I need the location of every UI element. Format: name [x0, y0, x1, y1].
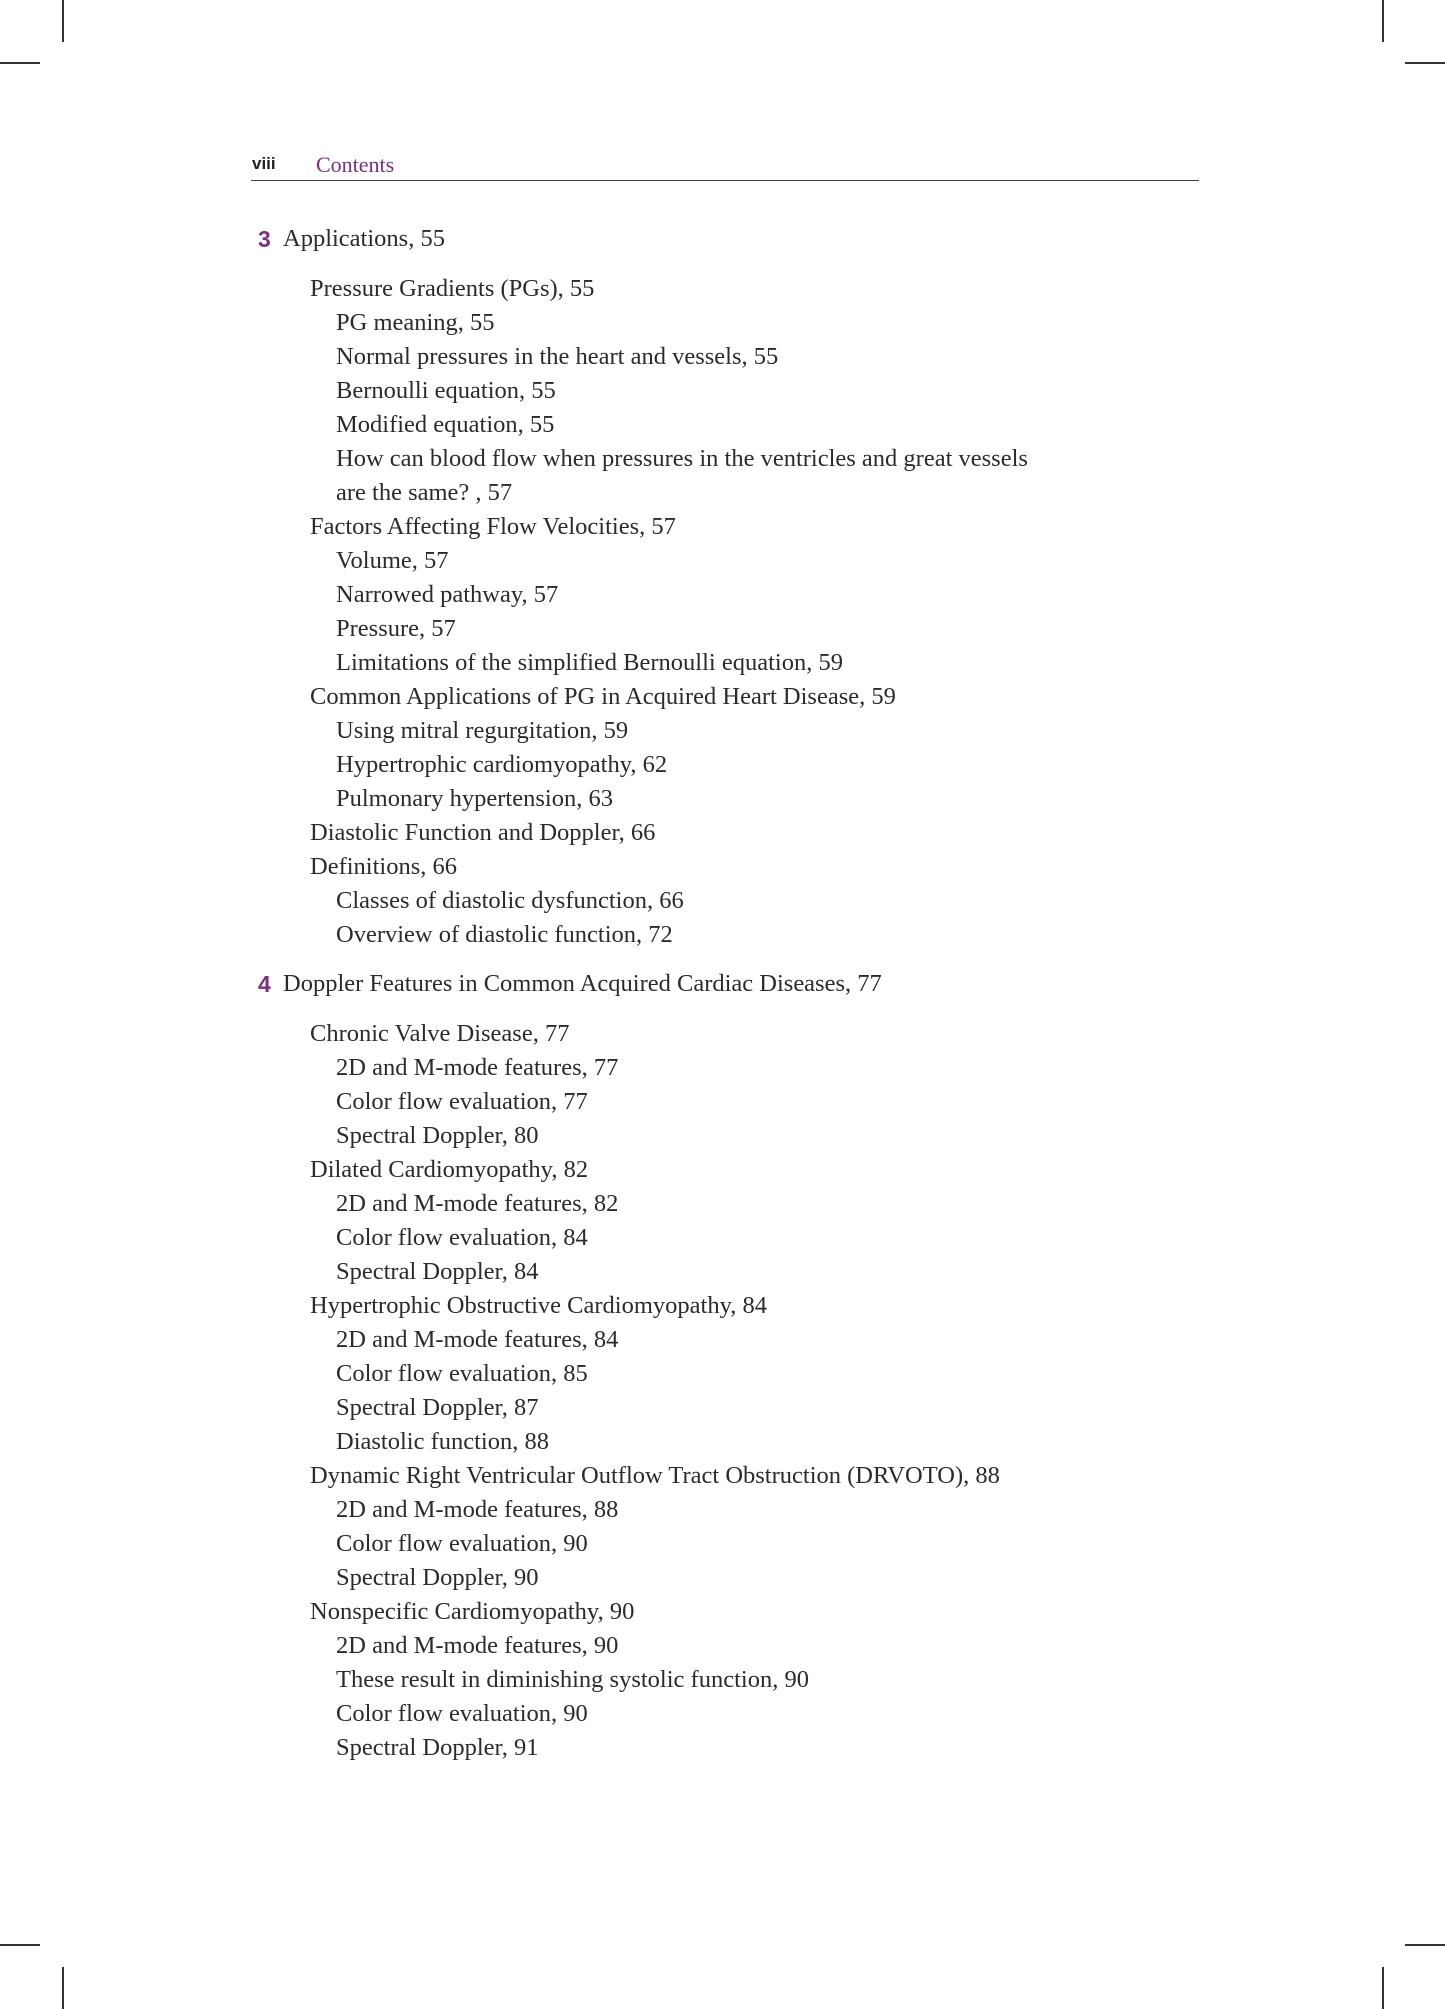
toc-subsection: Spectral Doppler, 91 [336, 1734, 539, 1761]
toc-subsection: Overview of diastolic function, 72 [336, 921, 673, 948]
crop-mark [0, 62, 40, 64]
toc-subsection: 2D and M-mode features, 82 [336, 1190, 619, 1217]
toc-subsection: Hypertrophic cardiomyopathy, 62 [336, 751, 668, 778]
crop-mark [1382, 1967, 1384, 2009]
chapter-number: 4 [258, 971, 271, 997]
toc-subsection: Limitations of the simplified Bernoulli equation, 59 [336, 649, 843, 676]
toc-subsection: Color flow evaluation, 90 [336, 1700, 588, 1727]
toc-subsection: 2D and M-mode features, 88 [336, 1496, 619, 1523]
toc-subsection: Classes of diastolic dysfunction, 66 [336, 887, 684, 914]
toc-subsection: Pulmonary hypertension, 63 [336, 785, 613, 812]
crop-mark [0, 1944, 40, 1946]
crop-mark [1405, 62, 1445, 64]
toc-subsection: 2D and M-mode features, 77 [336, 1054, 619, 1081]
page-number: viii [252, 154, 276, 173]
toc-subsection: Spectral Doppler, 87 [336, 1394, 539, 1421]
chapter-title: Doppler Features in Common Acquired Cardiac Diseases, 77 [283, 970, 882, 997]
crop-mark [62, 0, 64, 42]
toc-subsection: Spectral Doppler, 80 [336, 1122, 539, 1149]
toc-subsection: Spectral Doppler, 84 [336, 1258, 539, 1285]
toc-subsection: Normal pressures in the heart and vessels, 55 [336, 343, 779, 370]
toc-subsection: Modified equation, 55 [336, 411, 555, 438]
crop-mark [1382, 0, 1384, 42]
toc-subsection: Bernoulli equation, 55 [336, 377, 556, 404]
toc-section: Dilated Cardiomyopathy, 82 [310, 1156, 589, 1183]
toc-subsection: Color flow evaluation, 85 [336, 1360, 588, 1387]
toc-subsection: How can blood flow when pressures in the ventricles and great vessels [336, 445, 1028, 472]
toc-subsection: 2D and M-mode features, 90 [336, 1632, 619, 1659]
toc-section: Dynamic Right Ventricular Outflow Tract Obstruction (DRVOTO), 88 [310, 1462, 1000, 1489]
running-header [251, 150, 1199, 181]
toc-subsection: Pressure, 57 [336, 615, 456, 642]
toc-section: Definitions, 66 [310, 853, 457, 880]
toc-subsection: Spectral Doppler, 90 [336, 1564, 539, 1591]
toc-subsection: Diastolic function, 88 [336, 1428, 549, 1455]
toc-subsection: are the same? , 57 [336, 479, 513, 506]
chapter-title: Applications, 55 [283, 225, 445, 252]
toc-subsection: Using mitral regurgitation, 59 [336, 717, 629, 744]
toc-subsection: Narrowed pathway, 57 [336, 581, 559, 608]
toc-section: Nonspecific Cardiomyopathy, 90 [310, 1598, 635, 1625]
toc-section: Diastolic Function and Doppler, 66 [310, 819, 656, 846]
toc-section: Pressure Gradients (PGs), 55 [310, 275, 595, 302]
toc-subsection: PG meaning, 55 [336, 309, 495, 336]
toc-section: Factors Affecting Flow Velocities, 57 [310, 513, 676, 540]
toc-subsection: 2D and M-mode features, 84 [336, 1326, 619, 1353]
chapter-number: 3 [258, 226, 271, 252]
toc-section: Hypertrophic Obstructive Cardiomyopathy, 84 [310, 1292, 768, 1319]
crop-mark [62, 1967, 64, 2009]
toc-subsection: Color flow evaluation, 90 [336, 1530, 588, 1557]
header-title: Contents [316, 152, 395, 177]
toc-subsection: Volume, 57 [336, 547, 449, 574]
toc-section: Common Applications of PG in Acquired Heart Disease, 59 [310, 683, 896, 710]
toc-subsection: Color flow evaluation, 77 [336, 1088, 588, 1115]
toc-section: Chronic Valve Disease, 77 [310, 1020, 570, 1047]
crop-mark [1405, 1944, 1445, 1946]
toc-subsection: Color flow evaluation, 84 [336, 1224, 588, 1251]
toc-subsection: These result in diminishing systolic function, 90 [336, 1666, 809, 1693]
